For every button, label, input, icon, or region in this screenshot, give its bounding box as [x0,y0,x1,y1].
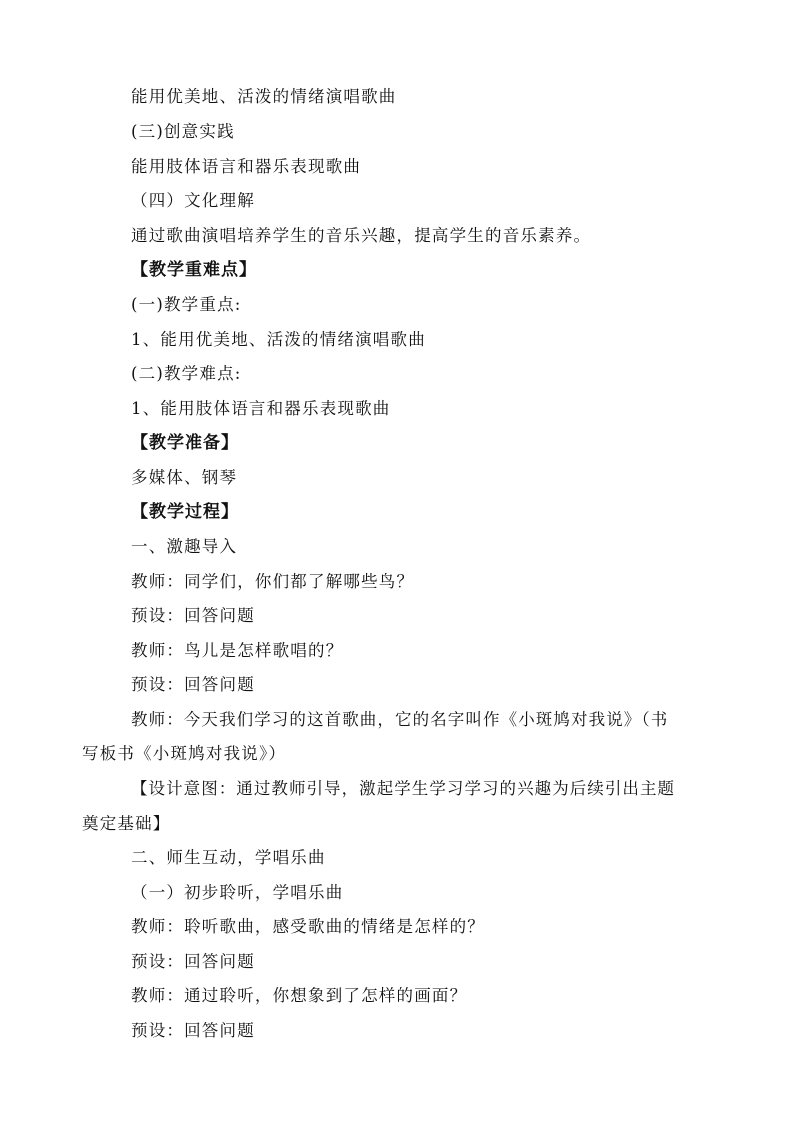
section-heading: （四）文化理解 [131,191,255,210]
text-line: 1、能用优美地、活泼的情绪演唱歌曲 [131,330,426,349]
text-line: 预设：回答问题 [131,606,255,625]
section-heading: (一)教学重点: [131,295,242,314]
text-line: 教师：通过聆听，你想象到了怎样的画面？ [131,986,468,1005]
section-heading: 一、激趣导入 [131,537,238,556]
bold-heading: 【教学过程】 [131,502,239,522]
section-heading: （一）初步聆听，学唱乐曲 [131,883,344,902]
design-intent-line: 【设计意图：通过教师引导，激起学生学习学习的兴趣为后续引出主题 [131,779,676,798]
text-line: 教师：鸟儿是怎样歌唱的？ [131,641,344,660]
text-line: 通过歌曲演唱培养学生的音乐兴趣，提高学生的音乐素养。 [131,226,592,245]
text-line: 1、能用肢体语言和器乐表现歌曲 [131,399,391,418]
text-line: 能用肢体语言和器乐表现歌曲 [131,157,362,176]
text-line: 能用优美地、活泼的情绪演唱歌曲 [131,87,397,106]
section-heading: (三)创意实践 [131,122,235,141]
section-heading: 二、师生互动，学唱乐曲 [131,848,326,867]
text-line: 预设：回答问题 [131,675,255,694]
bold-heading: 【教学准备】 [131,433,239,453]
text-line: 教师：同学们，你们都了解哪些鸟？ [131,572,415,591]
section-heading: (二)教学难点: [131,364,242,383]
text-line: 多媒体、钢琴 [131,468,238,487]
bold-heading: 【教学重难点】 [131,260,257,280]
text-line: 预设：回答问题 [131,952,255,971]
text-line: 预设：回答问题 [131,1021,255,1040]
text-line: 写板书《小斑鸠对我说》） [82,744,287,763]
text-line: 教师：今天我们学习的这首歌曲，它的名字叫作《小斑鸠对我说》（书 [131,710,669,729]
text-line: 教师：聆听歌曲，感受歌曲的情绪是怎样的？ [131,917,485,936]
design-intent-line: 奠定基础】 [82,814,171,833]
